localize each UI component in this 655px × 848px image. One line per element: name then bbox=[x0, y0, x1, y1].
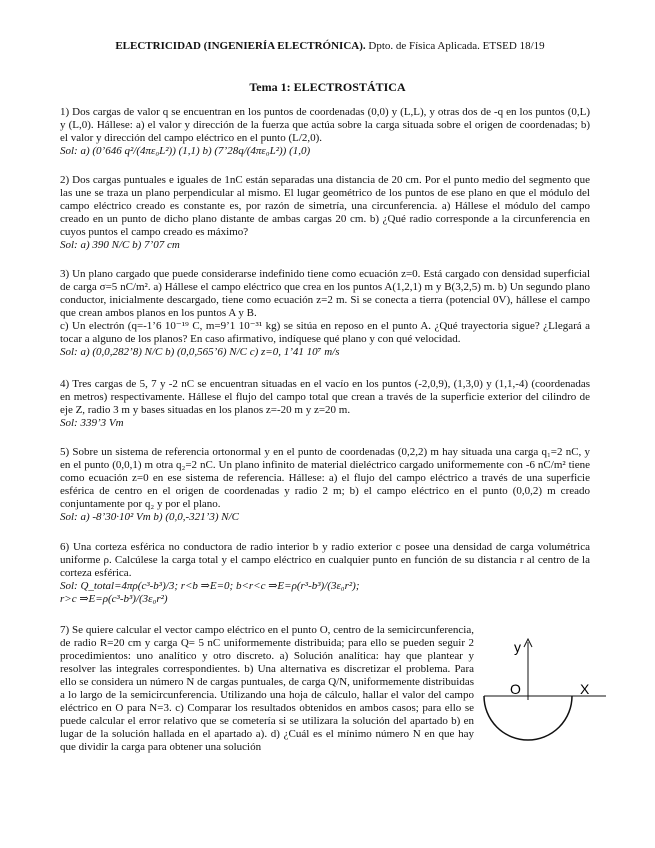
problem-2 bbox=[60, 174, 590, 252]
problem-4-solution: Sol: 339’3 Vm bbox=[60, 417, 124, 429]
problem-1 bbox=[60, 106, 590, 158]
problem-2-solution: Sol: a) 390 N/C b) 7’07 cm bbox=[60, 239, 180, 251]
problem-4 bbox=[60, 378, 590, 430]
problem-6 bbox=[60, 541, 590, 606]
problem-1-text: 1) Dos cargas de valor q se encuentran en los puntos de coordenadas (0,0) y (L,L), y otras dos de -q en los puntos (0,L) y (L,0). Hállese: a) el valor y dirección de la fuerza que actúa sobre la carga situada sobre el origen de coordenadas; b) el valor y dirección del campo eléctrico en el punto (L/2,0). bbox=[60, 106, 590, 144]
problem-7-text: 7) Se quiere calcular el vector campo eléctrico en el punto O, centro de la semicircunferencia, de radio R=20 cm y carga Q= 5 nC uniformemente distribuida; para ello se pueden seguir 2 procedimientos: uno analítico y otro discreto. a) Solución analítica: hay que plantear y resolver las integrales correspondientes. b) Una alternativa es discretizar el problema. Para ello se considera un número N de cargas puntuales, de carga Q/N, uniformemente distribuidas a lo largo de la semicircunferencia. Utilizando una hoja de cálculo, hallar el valor del campo eléctrico en O para N=3. c) Comparar los resultados obtenidos en ambos casos; para ello se puede calcular el error relativo que se cometería si se utilizara la solución del apartado b) en lugar de la solución hallada en el apartado a). d) ¿Cuál es el mínimo número N en que hay que dividir la carga para obtener una solución bbox=[60, 624, 474, 753]
department-info: Dpto. de Física Aplicada. ETSED 18/19 bbox=[365, 40, 545, 52]
page-title: Tema 1: ELECTROSTÁTICA bbox=[249, 80, 406, 94]
problem-5-text: 5) Sobre un sistema de referencia ortonormal y en el punto de coordenadas (0,2,2) m hay situada una carga q₁=2 nC, y en el punto (0,0,1) m otra q₂=2 nC. Un plano infinito de material dieléctrico cargado uniformemente con -6 nC/m² tiene como ecuación z=0 en ese sistema de referencia. Hállese: a) el flujo del campo eléctrico a través de una superficie esférica de centro en el origen de coordenadas y radio 2 m; b) el campo eléctrico en el punto (0,0,2) m creado conjuntamente por q₂ y por el plano. bbox=[60, 446, 590, 510]
y-axis-label: y bbox=[514, 639, 521, 655]
problem-1-solution: Sol: a) (0’646 q²/(4πε₀L²)) (1,1) b) (7’28q/(4πε₀L²)) (1,0) bbox=[60, 145, 311, 157]
problem-3-solution: Sol: a) (0,0,282’8) N/C b) (0,0,565’6) N/C c) z=0, 1’41 10⁷ m/s bbox=[60, 346, 340, 358]
problem-6-solution: Sol: Q_total=4πρ(c³-b³)/3; r<b ⇒E=0; b<r<c ⇒E=ρ(r³-b³)/(3ε₀r²); bbox=[60, 580, 360, 592]
problem-5 bbox=[60, 446, 590, 524]
course-name: ELECTRICIDAD (INGENIERÍA ELECTRÓNICA). bbox=[115, 40, 366, 52]
semicircle-arc bbox=[484, 696, 572, 740]
problem-3 bbox=[60, 268, 590, 359]
problem-6-solution-2: r>c ⇒E=ρ(c³-b³)/(3ε₀r²) bbox=[60, 593, 168, 605]
page-header bbox=[60, 40, 600, 52]
problem-3-text-c: c) Un electrón (q=-1’6 10⁻¹⁹ C, m=9’1 10⁻³¹ kg) se sitúa en reposo en el punto A. ¿Qué trayectoria sigue? ¿Llegará a tocar a alguno de los planos? En caso afirmativo, indíquese qué plano y con qué velocidad. bbox=[60, 320, 590, 345]
problem-6-text: 6) Una corteza esférica no conductora de radio interior b y radio exterior c posee una densidad de carga volumétrica uniforme ρ. Calcúlese la carga total y el campo eléctrico en cualquier punto en función de su distancia r al centro de la corteza esférica. bbox=[60, 541, 590, 579]
problem-5-solution: Sol: a) -8’30·10² Vm b) (0,0,-321’3) N/C bbox=[60, 511, 239, 523]
semicircle-diagram bbox=[474, 632, 610, 772]
problem-2-text: 2) Dos cargas puntuales e iguales de 1nC están separadas una distancia de 20 cm. Por el punto medio del segmento que las une se traza un plano perpendicular al mismo. El lugar geométrico de los puntos de ese plano en que el módulo del campo eléctrico creado es constante es, por razón de simetría, una circunferencia. a) Hállese el módulo del campo creado en un punto de dicho plano distante de ambas cargas 20 cm. b) ¿Qué radio corresponde a la circunferencia en cuyos puntos el campo creado es máximo? bbox=[60, 174, 590, 238]
problem-7 bbox=[60, 624, 474, 754]
problem-4-text: 4) Tres cargas de 5, 7 y -2 nC se encuentran situadas en el vacío en los puntos (-2,0,9), (1,3,0) y (1,1,-4) (coordenadas en metros) respectivamente. Hállese el flujo del campo total que crean a través de la superficie exterior del cilindro de eje Z, radio 3 m y bases situadas en los planos z=-20 m y z=20 m. bbox=[60, 378, 590, 416]
origin-label: O bbox=[510, 681, 521, 697]
x-axis-label: X bbox=[580, 681, 590, 697]
problem-3-text: 3) Un plano cargado que puede considerarse indefinido tiene como ecuación z=0. Está cargado con densidad superficial de carga σ=5 nC/m². a) Hállese el campo eléctrico que crea en los puntos A(1,2,1) m y B(3,2,5) m. b) Un segundo plano conductor, inicialmente descargado, tiene como ecuación z=2 m. Si se conecta a tierra (potencial 0V), hállese el campo que crean ambos planos en los puntos A y B. bbox=[60, 268, 590, 319]
